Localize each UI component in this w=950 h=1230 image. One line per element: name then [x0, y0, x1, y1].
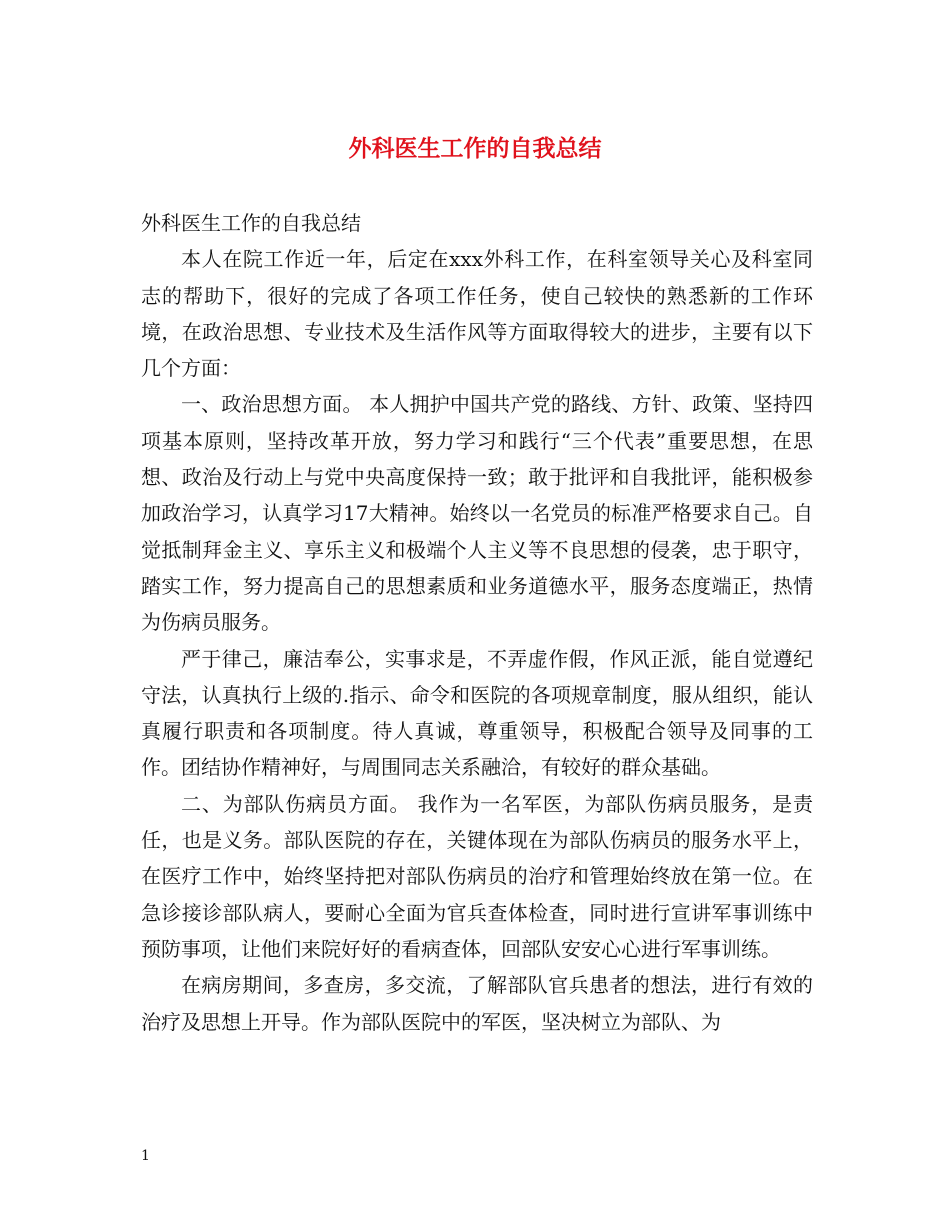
paragraph: 二、为部队伤病员方面。 我作为一名军医，为部队伤病员服务，是责任，也是义务。部队医院的存在，关键体现在为部队伤病员的服务水平上，在医疗工作中，始终坚持把对部队伤病员的治疗和管理始终放在第一位。在急诊接诊部队病人，要耐心全面为官兵查体检查，同时进行宣讲军事训练中预防事项，让他们来院好好的看病查体，回部队安安心心进行军事训练。 — [141, 791, 813, 961]
page-number: 1 — [141, 1148, 150, 1164]
paragraph: 本人在院工作近一年，后定在xxx外科工作，在科室领导关心及科室同志的帮助下，很好的完成了各项工作任务，使自己较快的熟悉新的工作环境，在政治思想、专业技术及生活作风等方面取得较大的进步，主要有以下几个方面： — [141, 247, 813, 381]
paragraph: 严于律己，廉洁奉公，实事求是，不弄虚作假，作风正派，能自觉遵纪守法，认真执行上级的.指示、命令和医院的各项规章制度，服从组织，能认真履行职责和各项制度。待人真诚，尊重领导，积极配合领导及同事的工作。团结协作精神好，与周围同志关系融洽，有较好的群众基础。 — [141, 646, 813, 780]
paragraph: 在病房期间，多查房，多交流，了解部队官兵患者的想法，进行有效的治疗及思想上开导。作为部队医院中的军医，坚决树立为部队、为 — [141, 973, 813, 1034]
document-body — [141, 205, 813, 1040]
document-title: 外科医生工作的自我总结 — [348, 135, 602, 162]
paragraph: 一、政治思想方面。 本人拥护中国共产党的路线、方针、政策、坚持四项基本原则，坚持改革开放，努力学习和践行“三个代表”重要思想，在思想、政治及行动上与党中央高度保持一致；敢于批评和自我批评，能积极参加政治学习，认真学习17大精神。始终以一名党员的标准严格要求自己。自觉抵制拜金主义、享乐主义和极端个人主义等不良思想的侵袭，忠于职守，踏实工作，努力提高自己的思想素质和业务道德水平，服务态度端正，热情为伤病员服务。 — [141, 392, 813, 635]
document-subtitle: 外科医生工作的自我总结 — [141, 211, 361, 235]
